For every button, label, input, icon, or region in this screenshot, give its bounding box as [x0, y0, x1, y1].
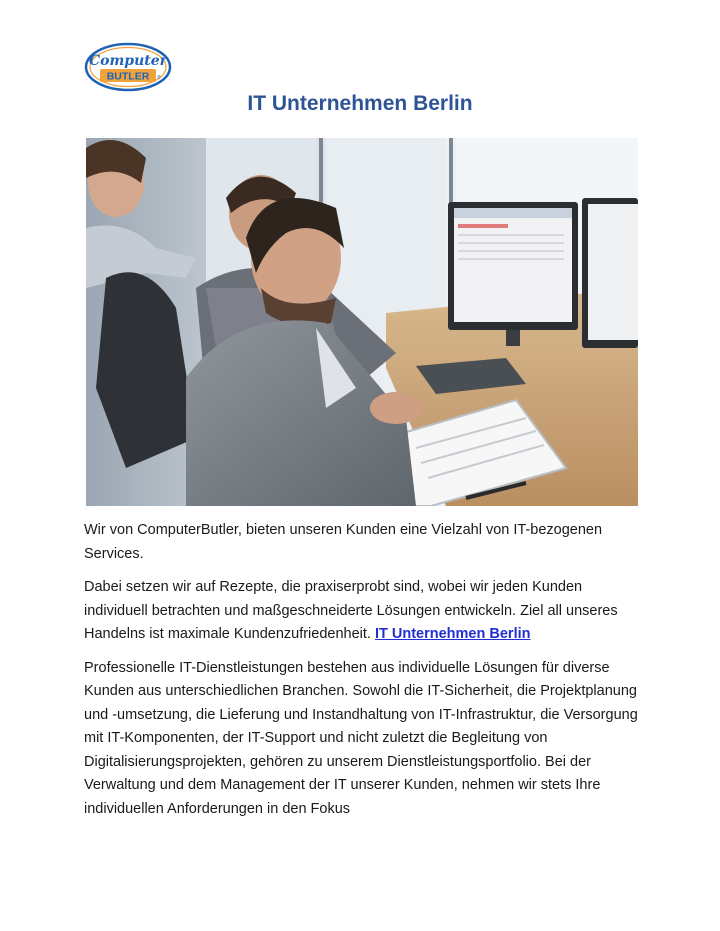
- body-text: [84, 519, 644, 831]
- logo-registered-mark: ®: [157, 75, 161, 81]
- page-title: IT Unternehmen Berlin: [247, 92, 473, 115]
- logo-graphic: [84, 42, 172, 92]
- paragraph-approach: [84, 576, 644, 647]
- it-unternehmen-berlin-link[interactable]: IT Unternehmen Berlin: [374, 626, 531, 642]
- photo-illustration: [86, 138, 638, 506]
- logo-text-butler: BUTLER: [106, 70, 150, 83]
- office-team-photo: [86, 138, 638, 506]
- logo-text-computer: Computer: [88, 53, 168, 69]
- paragraph-approach-text: Dabei setzen wir auf Rezepte, die praxiserprobt sind, wobei wir jeden Kunden individuell betrachten und maßgeschneiderte Lösungen entwickeln. Ziel all unseres Handelns ist maximale Kundenzufriedenheit.: [84, 579, 618, 642]
- company-logo: [84, 42, 172, 92]
- paragraph-intro: Wir von ComputerButler, bieten unseren Kunden eine Vielzahl von IT-bezogenen Services.: [84, 522, 603, 562]
- paragraph-services: Professionelle IT-Dienstleistungen bestehen aus individuelle Lösungen für diverse Kunden aus unterschiedlichen Branchen. Sowohl die IT-Sicherheit, die Projektplanung und -umsetzung, die Lieferung und Instandhaltung von IT-Infrastruktur, die Versorgung mit IT-Komponenten, der IT-Support und nicht zuletzt die Begleitung von Digitalisierungsprojekten, gehören zu unserem Dienstleistungsportfolio. Bei der Verwaltung und dem Management der IT unserer Kunden, nehmen wir stets Ihre individuellen Anforderungen in den Fokus: [84, 659, 638, 817]
